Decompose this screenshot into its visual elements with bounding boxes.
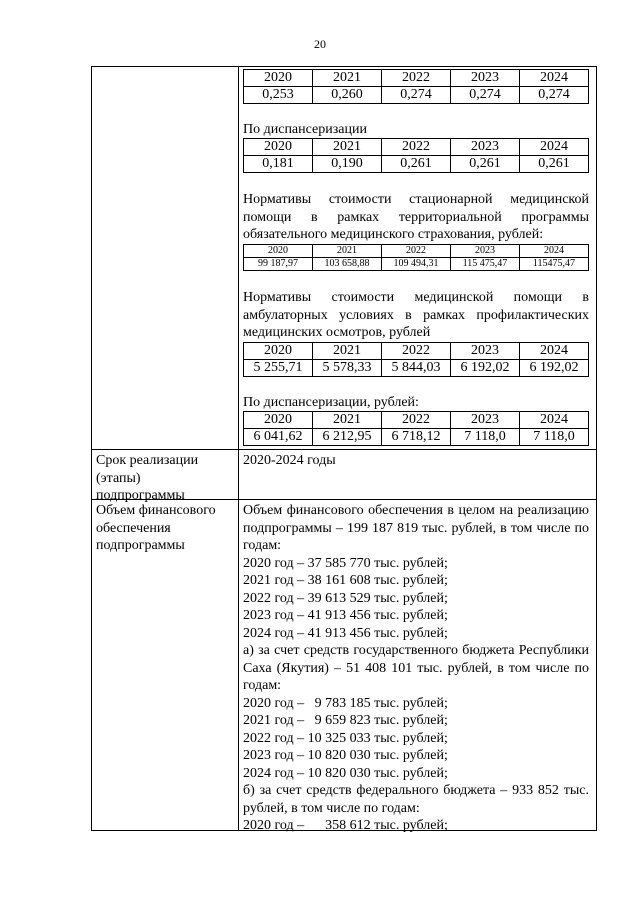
value-cell: 99 187,97 [244,257,313,270]
finance-year-line: 2021 год – 38 161 608 тыс. рублей; [243,573,448,588]
finance-a-year-line: 2020 год – 9 783 185 тыс. рублей; [243,695,448,711]
year-cell: 2023 [451,139,520,156]
value-cell: 7 118,0 [451,429,520,446]
term-label-line: (этапы) [96,470,141,486]
year-cell: 2024 [520,412,589,429]
table-row [244,156,589,173]
value-cell: 0,261 [382,156,451,173]
finance-label-line: Объем финансового [96,503,216,518]
frame-top-border [91,66,597,67]
finance-year-line: 2023 год – 41 913 456 тыс. рублей; [243,608,448,623]
table-1-container [243,69,589,104]
value-cell: 0,274 [520,87,589,104]
table-row [244,70,589,87]
value-cell: 0,253 [244,87,313,104]
table-row [244,412,589,429]
finance-b-year-line: 2020 год – 358 612 тыс. рублей; [243,818,448,833]
finance-part-a: а) за счет средств государственного бюджета Республики Саха (Якутия) – 51 408 101 тыс. рублей, в том числе по годам: [243,643,589,693]
value-cell: 0,274 [451,87,520,104]
year-cell: 2022 [382,412,451,429]
finance-a-year-line: 2022 год – 10 325 033 тыс. рублей; [243,730,448,746]
finance-year-line: 2022 год – 39 613 529 тыс. рублей; [243,590,448,606]
table-3 [243,244,589,271]
year-cell: 2024 [520,342,589,359]
finance-intro: Объем финансового обеспечения в целом на реализацию подпрограммы – 199 187 819 тыс. рублей, в том числе по годам: [243,503,589,553]
value-cell: 103 658,88 [313,257,382,270]
year-cell: 2021 [313,412,382,429]
year-cell: 2022 [382,244,451,257]
section-2-caption: По диспансеризации [243,122,367,137]
value-cell: 0,274 [382,87,451,104]
term-label-line: Срок реализации [96,453,199,468]
section-5 [243,394,589,446]
table-1 [243,69,589,104]
value-cell: 0,260 [313,87,382,104]
value-cell: 0,190 [313,156,382,173]
year-cell: 2021 [313,70,382,87]
term-label [96,452,198,505]
value-cell: 6 718,12 [382,429,451,446]
table-row [244,87,589,104]
finance-value [243,502,589,835]
value-cell: 6 192,02 [451,359,520,376]
value-cell: 6 041,62 [244,429,313,446]
year-cell: 2024 [520,244,589,257]
section-2 [243,121,589,173]
value-cell: 5 255,71 [244,359,313,376]
term-label-line: подпрограммы [96,488,185,503]
year-cell: 2021 [313,244,382,257]
year-cell: 2021 [313,342,382,359]
value-cell: 115 475,47 [451,257,520,270]
section-3-text: Нормативы стоимости стационарной медицинской помощи в рамках территориальной программы обязательного медицинского страхования, рублей: [243,192,589,242]
year-cell: 2020 [244,70,313,87]
value-cell: 5 578,33 [313,359,382,376]
table-row [244,342,589,359]
year-cell: 2022 [382,139,451,156]
year-cell: 2024 [520,70,589,87]
table-row [244,429,589,446]
value-cell: 109 494,31 [382,257,451,270]
value-cell: 115475,47 [520,257,589,270]
year-cell: 2023 [451,412,520,429]
finance-a-year-line: 2023 год – 10 820 030 тыс. рублей; [243,748,448,763]
year-cell: 2020 [244,244,313,257]
finance-label [96,502,216,555]
year-cell: 2021 [313,139,382,156]
finance-year-line: 2024 год – 41 913 456 тыс. рублей; [243,625,448,641]
value-cell: 7 118,0 [520,429,589,446]
section-4-text: Нормативы стоимости медицинской помощи в амбулаторных условиях в рамках профилактических медицинских осмотров, рублей [243,290,589,340]
table-2 [243,138,589,173]
year-cell: 2020 [244,412,313,429]
finance-label-line: подпрограммы [96,538,185,553]
table-row [244,244,589,257]
section-3 [243,191,589,271]
table-row [244,139,589,156]
finance-year-line: 2020 год – 37 585 770 тыс. рублей; [243,555,448,571]
finance-label-line: обеспечения [96,520,171,536]
year-cell: 2023 [451,342,520,359]
finance-a-year-line: 2024 год – 10 820 030 тыс. рублей; [243,765,448,781]
year-cell: 2020 [244,342,313,359]
page-number: 20 [314,37,326,51]
year-cell: 2020 [244,139,313,156]
value-cell: 5 844,03 [382,359,451,376]
year-cell: 2022 [382,70,451,87]
row-divider-term [91,449,597,450]
value-cell: 0,261 [520,156,589,173]
section-4 [243,289,589,377]
value-cell: 6 192,02 [520,359,589,376]
year-cell: 2022 [382,342,451,359]
finance-a-year-line: 2021 год – 9 659 823 тыс. рублей; [243,713,448,728]
value-cell: 0,181 [244,156,313,173]
table-4 [243,342,589,377]
table-row [244,257,589,270]
value-cell: 6 212,95 [313,429,382,446]
table-row [244,359,589,376]
value-cell: 0,261 [451,156,520,173]
term-value: 2020-2024 годы [243,453,336,468]
table-5 [243,411,589,446]
year-cell: 2024 [520,139,589,156]
year-cell: 2023 [451,244,520,257]
section-5-caption: По диспансеризации, рублей: [243,395,419,410]
year-cell: 2023 [451,70,520,87]
finance-part-b: б) за счет средств федерального бюджета – 933 852 тыс. рублей, в том числе по годам: [243,783,589,816]
